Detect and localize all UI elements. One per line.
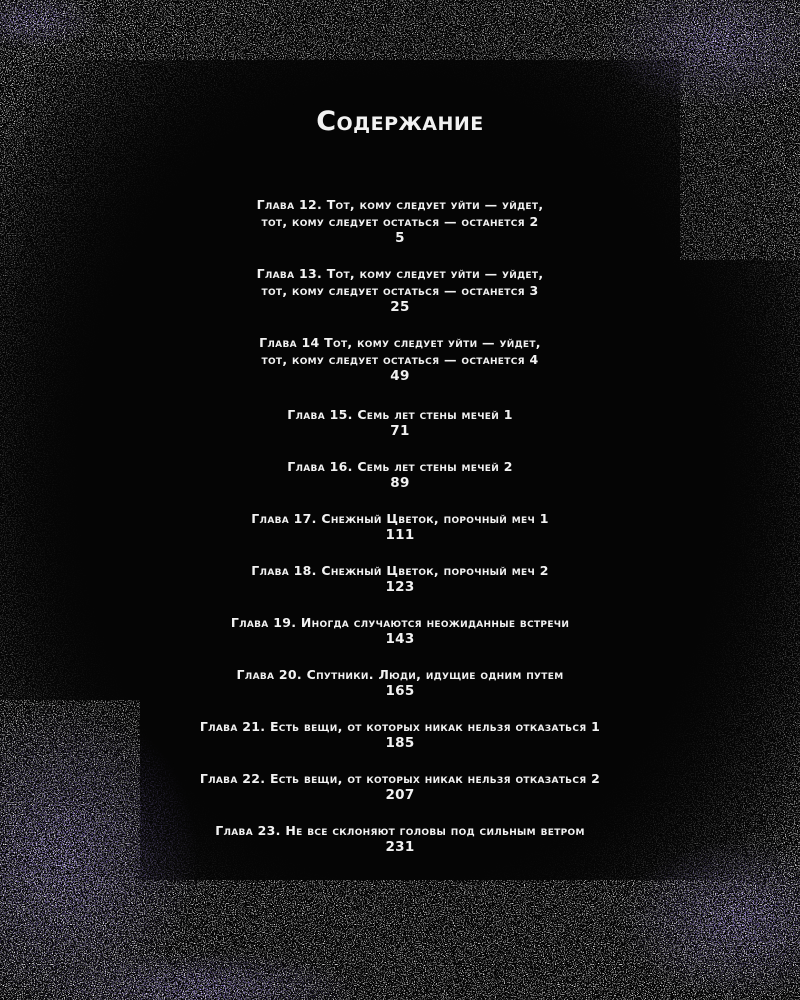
toc-entry-page-number: 185 [385, 735, 415, 751]
toc-entry[interactable] [0, 770, 800, 804]
toc-entry-title: Глава 23. Не все склоняют головы под сильным ветром [215, 823, 585, 838]
page-title: Содержание [316, 106, 484, 137]
toc-entry-page-number: 165 [385, 683, 415, 699]
toc-entry[interactable] [0, 510, 800, 544]
toc-entry[interactable] [0, 406, 800, 440]
toc-entry-title: тот, кому следует остаться — останется 2 [261, 214, 539, 229]
toc-entry-page-number: 5 [395, 230, 405, 246]
toc-entry-title: Глава 16. Семь лет стены мечей 2 [287, 459, 513, 474]
toc-entry-title: Глава 19. Иногда случаются неожиданные встречи [230, 615, 570, 630]
toc-entry[interactable] [0, 562, 800, 596]
toc-entry[interactable] [0, 196, 800, 247]
toc-entry-page-number: 25 [390, 299, 410, 315]
toc-entry[interactable] [0, 718, 800, 752]
toc-entry-page-number: 89 [390, 475, 410, 491]
toc-entry-title: Глава 18. Снежный Цветок, порочный меч 2 [251, 563, 549, 578]
toc-entry-title: тот, кому следует остаться — останется 4 [261, 352, 539, 367]
toc-entry-page-number: 231 [385, 839, 415, 855]
toc-entry-page-number: 207 [385, 787, 415, 803]
toc-entry-title: Глава 12. Тот, кому следует уйти — уйдет, [256, 197, 544, 212]
toc-entry-page-number: 71 [390, 423, 410, 439]
toc-entry-page-number: 123 [385, 579, 415, 595]
toc-entry[interactable] [0, 614, 800, 648]
toc-entry[interactable] [0, 334, 800, 385]
toc-entry-title: Глава 14 Тот, кому следует уйти — уйдет, [259, 335, 541, 350]
toc-entry-page-number: 49 [390, 368, 410, 384]
toc-entry-title: Глава 13. Тот, кому следует уйти — уйдет, [256, 266, 544, 281]
toc-entry-title: Глава 15. Семь лет стены мечей 1 [287, 407, 513, 422]
toc-entry[interactable] [0, 265, 800, 316]
toc-entry-title: Глава 17. Снежный Цветок, порочный меч 1 [251, 511, 549, 526]
toc-entry-page-number: 111 [385, 527, 415, 543]
toc-entry[interactable] [0, 666, 800, 700]
toc-entry-title: Глава 22. Есть вещи, от которых никак нельзя отказаться 2 [199, 771, 601, 786]
toc-entry-page-number: 143 [385, 631, 415, 647]
toc-entry[interactable] [0, 458, 800, 492]
toc-entry-title: Глава 21. Есть вещи, от которых никак нельзя отказаться 1 [199, 719, 601, 734]
toc-entry-title: тот, кому следует остаться — останется 3 [261, 283, 539, 298]
toc-entry[interactable] [0, 822, 800, 856]
toc-entry-title: Глава 20. Спутники. Люди, идущие одним путем [236, 667, 564, 682]
